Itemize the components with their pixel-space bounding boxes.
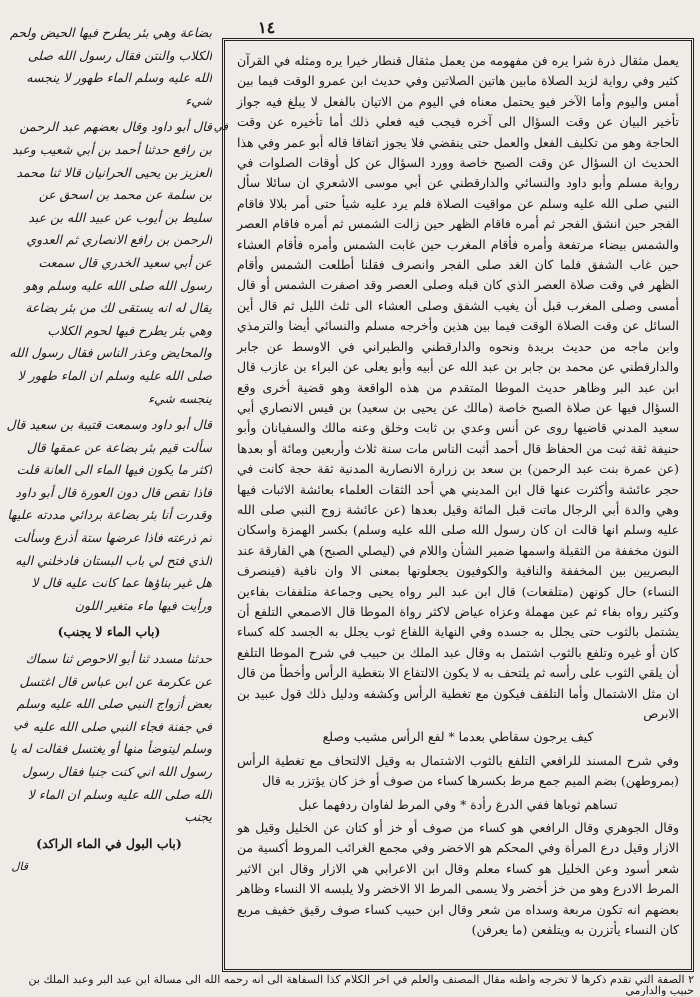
margin-paragraph: قال أبو داود وقال بعضهم عبد الرحمن بن رافع حدثنا أحمد بن أبي شعيب وعبد العزيز بن يحيى الحرانيان قالا ثنا محمد بن سلمة عن محمد بن اسحق عن سليط بن أيوب عن عبيد الله بن عبد الرحمن بن رافع الانصاري ثم العدوي عن أبي سعيد الخدري قال سمعت رسول الله صلى الله عليه وسلم وهو يقال له انه يستقى لك من بئر بضاعة وهي بئر يطرح فيها لحوم الكلاب والمحايض وعذر الناس فقال رسول الله صلى الله عليه وسلم ان الماء طهور لا ينجسه شيء <box>9 119 212 406</box>
poetry-verse: تساهم ثوباها ففي الدرع رأدة * وفي المرط لفاوان ردفهما عبل <box>298 796 618 812</box>
margin-paragraph: بضاعة وهي بئر يطرح فيها الحيض ولحم الكلاب والنتن فقال رسول الله صلى الله عليه وسلم الماء طهور لا ينجسه شيء <box>9 25 212 108</box>
margin-hadith-text <box>6 22 212 952</box>
commentary-paragraph: وفي شرح المسند للرافعي التلفع بالثوب الاشتمال به وقيل الالتحاف مع تغطية الرأس (بمروطهن) بضم الميم جمع مرط بكسرها كساء من صوف أو خز كان يؤتزر به قال <box>237 752 679 789</box>
margin-chapter-heading: (باب الماء لا يجنب) <box>57 624 161 640</box>
marginal-gloss: قال <box>11 860 28 873</box>
margin-chapter-heading: (باب البول في الماء الراكد) <box>36 835 182 851</box>
marginal-gloss: في <box>213 120 228 133</box>
commentary-paragraph: يعمل مثقال ذرة شرا يره فن مفهومه من يعمل مثقال قنطار خيرا يره ومثله في القرآن كثير وفي رواية لزيد الصلاة مابين هاتين الصلاتين وفي حديث ابن عمرو الوقت فيما بين أمس واليوم وأما الآخر فيو يحتمل معناه في اليوم من الاتيان بالفعل لا يبلغ فيه جواز تأخير البيان عن وقت السؤال الى آخره فيجب فيه فعلي ذلك أما تأخيره عن وقت الحاجة وهو من تكليف الفعل والعمل حتى ينقضي فلا يجوز اتفاقا قاله أبو عمر وفي هذا الحديث ان السؤال عن وقت الصبح خاصة وورد السؤال عن كل أوقات الصلوات في رواية مسلم وأبو داود والنسائي والدارقطني عن أبي موسى الاشعري ان سائلا سأل النبي صلى الله عليه وسلم عن مواقيت الصلاة فلم يرد عليه شيأ حتى أمر بلالا فاقام الفجر حين انشق الفجر ثم أمره فاقام الظهر حين زالت الشمس ثم أمره فاقام العصر والشمس بيضاء مرتفعة وأمره فأقام المغرب حين غابت الشمس وأمره فأقام العشاء حين غاب الشفق فلما كان الغد صلى الفجر وانصرف فقلنا أطلعت الشمس وأقام الظهر في وقت صلاة العصر الذي كان قبله وصلى العصر وقد اصفرت الشمس أو قال أمسى وصلى المغرب قبل أن يغيب الشفق وصلى العشاء الى ثلث الليل ثم قال أين السائل عن وقت الصلاة الوقت فيما بين هذين وأخرجه مسلم والنسائي أيضا والترمذي وابن ماجه من حديث بريدة ونحوه والدارقطني والطبراني في الاوسط عن جابر والدارقطني عن محمد بن جابر بن عبد الله عن أبيه وأبو يعلى عن البراء بن عازب قال ابن عبد البر وظاهر حديث الموطا المتقدم من هذه الواقعة وهو قضية أخرى وقع السؤال فيها عن صلاة الصبح خاصة (مالك عن يحيى بن سعيد) بن قيس الانصاري أبي سعيد المدني قاضيها روى عن أنس وعدي بن ثابت وخلق وعنه مالك والسفيانان وأبو حنيفة ثقة ثبت من الحفاظ قال أحمد أثبت الناس مات سنة ثلاث وأربعين ومائة أو بعدها (عن عمرة بنت عبد الرحمن) بن سعد بن زرارة الانصارية المدنية ثقة حجة كانت في حجر عائشة وأكثرت عنها قال ابن المديني هي أحد الثقات العلماء بعائشة الاثبات فيها وهي والدة أبي الرجال ماتت قبل المائة وقيل بعدها (عن عائشة زوج النبي صلى الله عليه وسلم انها قالت ان كان رسول الله صلى الله عليه وسلم) بكسر الهمزة واسكان النون مخففة من الثقيلة واسمها ضمير الشأن واللام في (ليصلي الصبح) هي الفارقة عند البصريين بين المخففة والنافية والكوفيون يجعلونها بمعنى الا وان نافية (فينصرف النساء) حال كونهن (متلفعات) قال ابن عبد البر رواه يحيى وجماعة متلففات بفاءين وكثير رواه بفاء ثم عين مهملة وعزاه عياض لاكثر رواة الموطا قال الاصمعي التلفع أن يشتمل بالثوب حتى يجلل به جسده وفي النهاية اللفاع ثوب يجلل به الجسد كله كساء كان أو غيره وتلفع بالثوب اشتمل به وقال عبد الملك بن حبيب في شرح الموطا التلفع أن يلقي الثوب على رأسه ثم يلتحف به لا يكون الالتفاع الا بتغطية الرأس وأخطأ من قال ان مثل الاشتمال وأما التلفف فيكون مع تغطية الرأس وكشفه ودليل ذلك قول عبيد بن الابرص <box>237 53 679 721</box>
footnote <box>6 974 694 996</box>
main-commentary-frame <box>222 38 694 972</box>
commentary-paragraph: وقال الجوهري وقال الرافعي هو كساء من صوف أو خز أو كتان عن الخليل وقيل هو الازار وقيل درع المرأة وفي المحكم هو الاخضر وفي مجمع الغرائب المروط أكسية من شعر أسود وعن الخليل هو كساء معلم وقال ابن الاعرابي هي الازار وقال ابن الاثير المرط الادرع وهو من خز أخضر ولا يسمى المرط الا الاخضر ولا يلبسه الا النساء وظاهر بعضهم انه تكون مربعة وسداه من شعر وقال ابن حبيب كساء صوف رقيق خفيف مربع كان النساء يأتزرن به ويتلفعن (ما يعرفن) <box>237 820 679 938</box>
footnote-text: ٢ الصفة التي تقدم ذكرها لا تخرجه وأظنه مقال المصنف والعلم في آخر الكلام كذا السفاهة الى أنه رحمه الله الى مسألة ابن عبد البر وعبد الملك بن حبيب والدارمي <box>28 974 694 996</box>
marginal-gloss: في <box>13 718 28 731</box>
margin-paragraph: حدثنا مسدد ثنا أبو الاحوص ثنا سماك عن عكرمة عن ابن عباس قال اغتسل بعض أزواج النبي صلى الله عليه وسلم في جفنة فجاء النبي صلى الله عليه وسلم ليتوضأ منها أو يغتسل فقالت له يا رسول الله اني كنت جنبا فقال رسول الله صلى الله عليه وسلم ان الماء لا يجنب <box>9 651 212 825</box>
page-number: ١٤ <box>258 18 276 37</box>
margin-paragraph: قال أبو داود وسمعت قتيبة بن سعيد قال سألت قيم بئر بضاعة عن عمقها قال أكثر ما يكون فيها الماء الى العانة قلت فاذا نقص قال دون العورة قال أبو داود وقدرت أنا بئر بضاعة بردائي مددته عليها ثم ذرعته فاذا عرضها ستة أذرع وسألت الذي فتح لي باب البستان فادخلني اليه هل غير بناؤها عما كانت عليه قال لا ورأيت فيها ماء متغير اللون <box>6 417 212 613</box>
poetry-verse: كيف يرجون سقاطي بعدما * لفع الرأس مشيب وصلع <box>322 729 594 745</box>
main-commentary-text <box>237 51 679 940</box>
